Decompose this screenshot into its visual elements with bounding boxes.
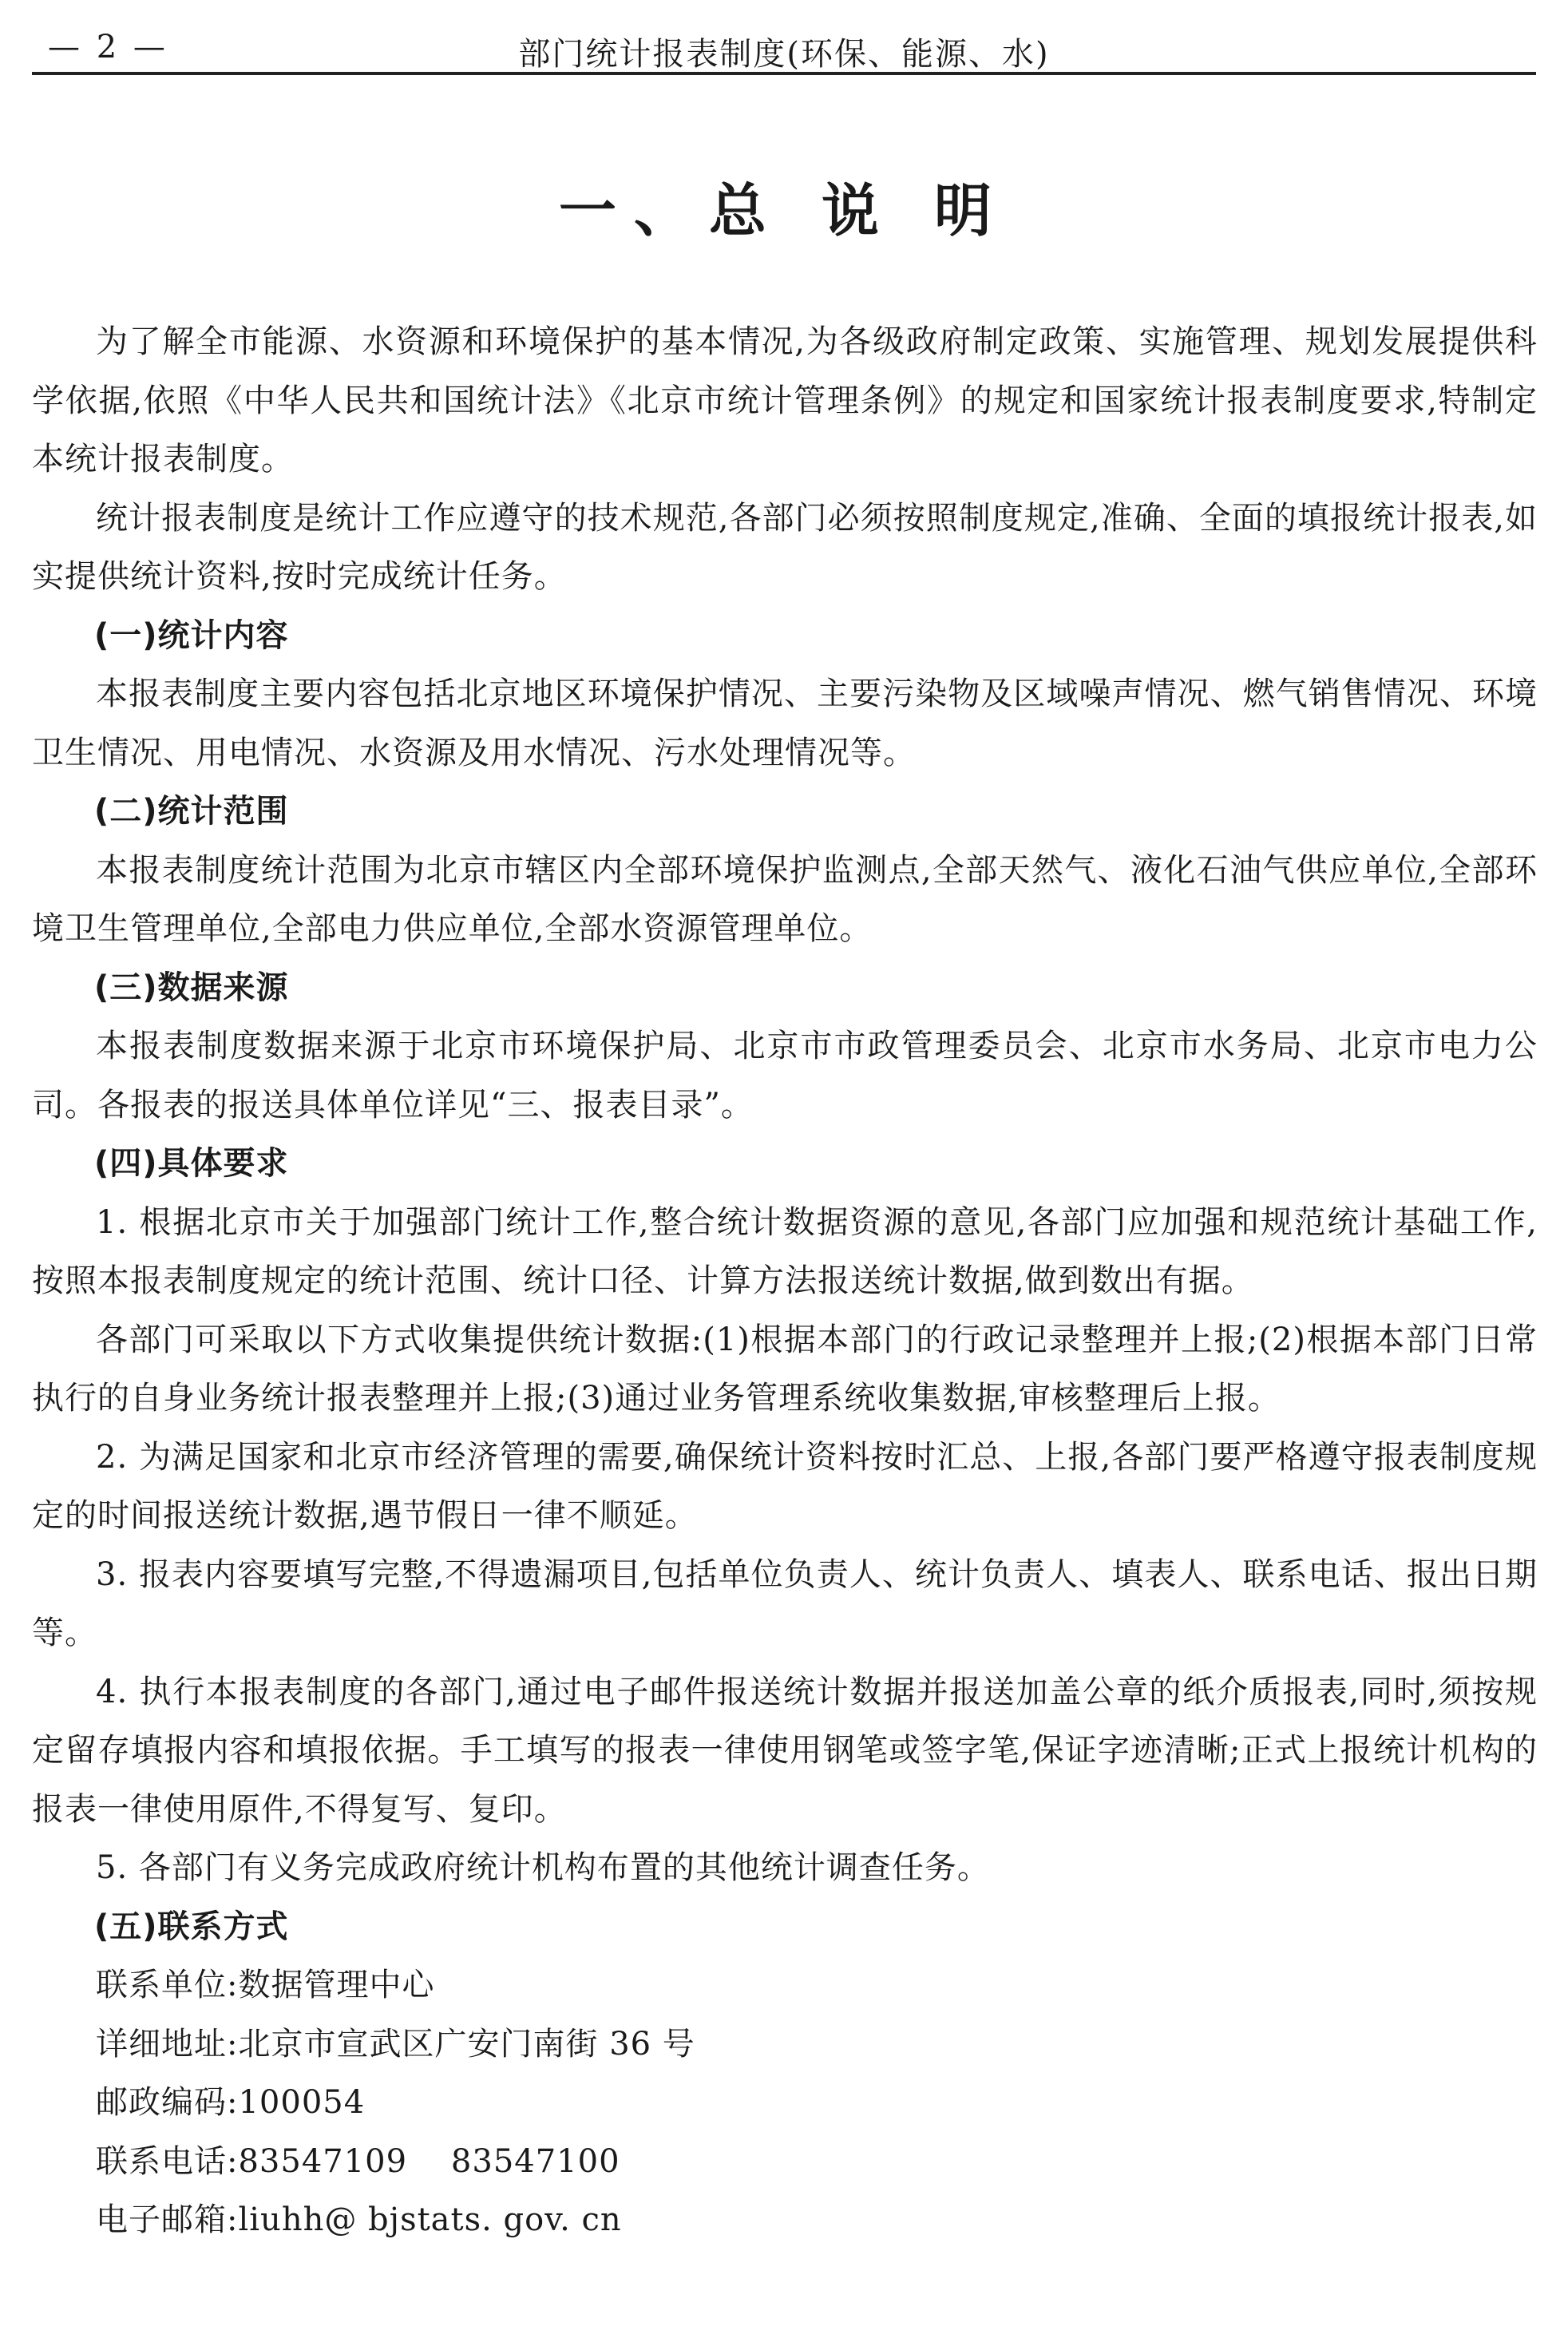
section-heading-requirements: (四)具体要求	[94, 1145, 289, 1182]
page-title: 一、总 说 明	[558, 177, 1010, 244]
section-heading-scope: (二)统计范围	[94, 793, 289, 830]
contact-phone: 联系电话:83547109 83547100	[96, 2142, 620, 2180]
intro-paragraph-1: 为了解全市能源、水资源和环境保护的基本情况,为各级政府制定政策、实施管理、规划发展提供科学依据,依照《中华人民共和国统计法》《北京市统计管理条例》的规定和国家统计报表制度要求,特制定本统计报表制度。	[32, 323, 1538, 478]
contact-email[interactable]: 电子邮箱:liuhh@ bjstats. gov. cn	[96, 2201, 622, 2238]
requirement-item: 2. 为满足国家和北京市经济管理的需要,确保统计资料按时汇总、上报,各部门要严格遵守报表制度规定的时间报送统计数据,遇节假日一律不顺延。	[32, 1438, 1538, 1534]
requirement-item: 5. 各部门有义务完成政府统计机构布置的其他统计调查任务。	[96, 1849, 990, 1886]
requirement-item: 3. 报表内容要填写完整,不得遗漏项目,包括单位负责人、统计负责人、填表人、联系电话、报出日期等。	[32, 1555, 1538, 1651]
contact-unit: 联系单位:数据管理中心	[96, 1967, 435, 2003]
section-heading-source: (三)数据来源	[94, 969, 289, 1006]
contact-postcode: 邮政编码:100054	[96, 2084, 366, 2121]
requirement-item: 各部门可采取以下方式收集提供统计数据:(1)根据本部门的行政记录整理并上报;(2)根据本部门日常执行的自身业务统计报表整理并上报;(3)通过业务管理系统收集数据,审核整理后上报。	[32, 1321, 1538, 1417]
page-number: — 2 —	[48, 29, 168, 65]
contact-address: 详细地址:北京市宣武区广安门南街 36 号	[96, 2025, 695, 2063]
requirement-item: 4. 执行本报表制度的各部门,通过电子邮件报送统计数据并报送加盖公章的纸介质报表,同时,须按规定留存填报内容和填报依据。手工填写的报表一律使用钢笔或签字笔,保证字迹清晰;正式上报统计机构的报表一律使用原件,不得复写、复印。	[32, 1673, 1538, 1828]
section-text-scope: 本报表制度统计范围为北京市辖区内全部环境保护监测点,全部天然气、液化石油气供应单位,全部环境卫生管理单位,全部电力供应单位,全部水资源管理单位。	[32, 851, 1538, 947]
intro-paragraph-2: 统计报表制度是统计工作应遵守的技术规范,各部门必须按照制度规定,准确、全面的填报统计报表,如实提供统计资料,按时完成统计任务。	[32, 499, 1538, 595]
document-body	[32, 313, 1538, 2250]
requirement-item: 1. 根据北京市关于加强部门统计工作,整合统计数据资源的意见,各部门应加强和规范统计基础工作,按照本报表制度规定的统计范围、统计口径、计算方法报送统计数据,做到数出有据。	[32, 1203, 1538, 1299]
section-heading-contact: (五)联系方式	[94, 1908, 289, 1945]
page-header	[32, 22, 1536, 75]
section-text-content: 本报表制度主要内容包括北京地区环境保护情况、主要污染物及区域噪声情况、燃气销售情况、环境卫生情况、用电情况、水资源及用水情况、污水处理情况等。	[32, 676, 1538, 771]
running-title: 部门统计报表制度(环保、能源、水)	[518, 36, 1050, 73]
section-heading-content: (一)统计内容	[94, 616, 289, 654]
section-text-source: 本报表制度数据来源于北京市环境保护局、北京市市政管理委员会、北京市水务局、北京市电力公司。各报表的报送具体单位详见“三、报表目录”。	[32, 1028, 1538, 1123]
